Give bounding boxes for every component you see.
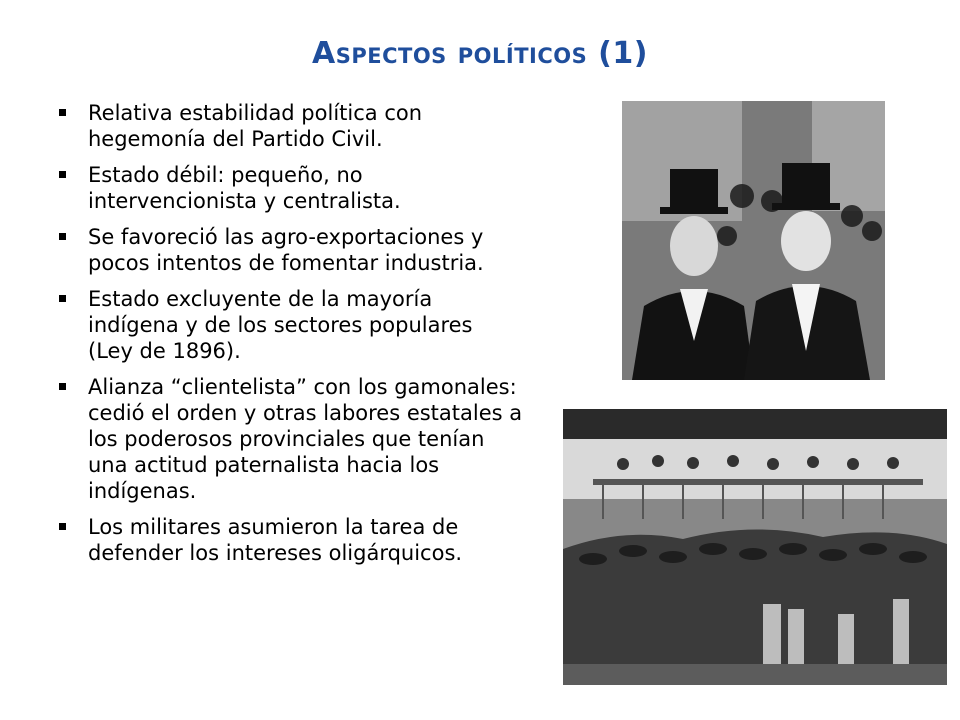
bullet-text: Alianza “clientelista” con los gamonales: cedió el orden y otras labores estatales a los poderosos provinciales que tenían una actitud paternalista hacia los indígenas. [88, 375, 523, 503]
square-bullet-icon [59, 295, 66, 302]
square-bullet-icon [59, 233, 66, 240]
bullet-item [54, 224, 524, 276]
bullet-text: Los militares asumieron la tarea de defender los intereses oligárquicos. [88, 515, 463, 565]
bullet-item [54, 374, 524, 504]
photo-men-top-hats-image [622, 101, 885, 380]
square-bullet-icon [59, 383, 66, 390]
bullet-text: Estado débil: pequeño, no intervencionista y centralista. [88, 163, 401, 213]
square-bullet-icon [59, 171, 66, 178]
photo-crowd-courtyard-image [563, 409, 947, 685]
bullet-text: Se favoreció las agro-exportaciones y pocos intentos de fomentar industria. [88, 225, 484, 275]
bullet-text: Relativa estabilidad política con hegemonía del Partido Civil. [88, 101, 423, 151]
square-bullet-icon [59, 523, 66, 530]
square-bullet-icon [59, 109, 66, 116]
bullet-item [54, 514, 524, 566]
photo-men-top-hats [622, 101, 885, 380]
bullet-item [54, 162, 524, 214]
photo-crowd-courtyard [563, 409, 947, 685]
bullet-item [54, 286, 524, 364]
slide-title: Aspectos políticos (1) [312, 36, 648, 71]
bullet-text: Estado excluyente de la mayoría indígena y de los sectores populares (Ley de 1896). [88, 287, 473, 363]
bullet-list [54, 100, 524, 576]
bullet-item [54, 100, 524, 152]
